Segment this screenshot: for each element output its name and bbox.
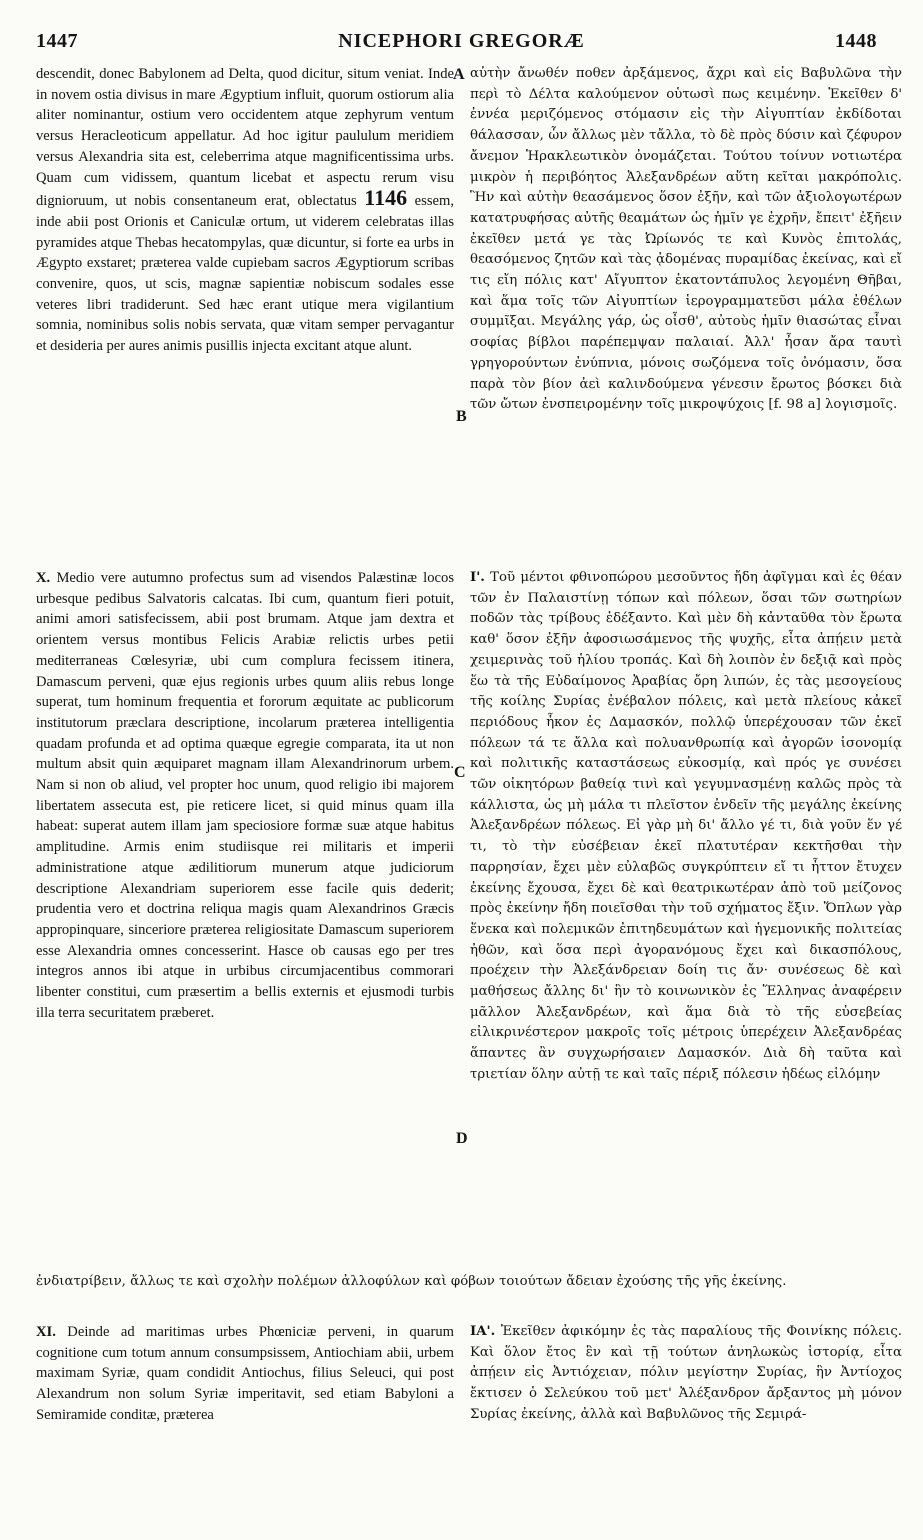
latin-section-10 bbox=[36, 568, 454, 1023]
greek-section-10 bbox=[470, 568, 902, 1086]
greek-section-10-number: Ι'. bbox=[470, 570, 485, 585]
latin-text-1b: essem, inde abii post Orionis et Caniculæ ortum, ut viderem celebratas illas pyramides atque Thebas hecatompylas, quæ dicuntur, si forte ea urbs in Ægypto exstaret; præterea valde cupiebam sacros Ægyptiorum scribas convenire, quos, ut scis, magnæ sapientiæ nobiscum sodales esse veteres libri tradiderunt. Sed hæc erant utique mera vigilantium somnia, nominibus solis nobis servata, quæ vitam semper pervagantur et desideria per aures animis pusillis injecta excitant atque alunt. bbox=[36, 193, 454, 355]
latin-section-11-number: XI. bbox=[36, 1324, 56, 1340]
greek-text-1: αὐτὴν ἄνωθέν ποθεν ἀρξάμενος, ἄχρι καὶ εἰς Βαβυλῶνα τὴν περὶ τὸ Δέλτα καλούμενον οὑτωσὶ πως κειμένην. Ἐκεῖθεν δ' ἐννέα μεριζόμενος στόμασιν εἰς τὴν Αἰγυπτίαν ἐκδίδοται θάλασσαν, ὧν ἄλλως μὲν τἄλλα, τὸ δὲ πρὸς δύσιν καὶ ζέφυρον ἄνεμον Ἡρακλεωτικὸν ὀνομάζεται. Τούτου τοίνυν νοτιωτέρα μικρὸν ἡ περιβόητος Ἀλεξανδρέων αὕτη κεῖται μακρόπολις. Ἣν καὶ αὐτὴν θεασάμενος ὅσον ἐξῆν, καὶ τῶν ἀξιολογωτέρων κατατρυφήσας αὐτῆς θεαμάτων ὡς ἡμῖν γε ἐχρῆν, ἔπειτ' ἐξῆειν ἐκεῖθεν μετά γε τὰς Ὠρίωνός τε καὶ Κυνὸς ἐπιτολάς, θεασόμενος ζητῶν καὶ τὰς ᾀδομένας πυραμίδας ἐκείνας, καὶ εἴ τις εἴη πόλις κατ' Αἴγυπτον ἑκατοντάπυλος λεγομένη Θῆβαι, καὶ ἅμα τοῖς τῶν Αἰγυπτίων ἱερογραμματεῦσι μάλα ἐθέλων συμμῖξαι. Μεγάλης γάρ, ὡς οἶσθ', αὐτοὺς ἡμῖν θιασώτας εἶναι σοφίας βίβλοι παρέπεμψαν παλαιαί. Ἀλλ' ἦσαν ἄρα ταυτὶ γρηγορούντων ἐνύπνια, μόνοις σωζόμενα τοῖς ὀνόμασιν, ὅσα παρὰ τὸν βίον ἀεὶ καλινδούμενα γένεσιν ἔρωτος βόσκει διὰ τῶν ὤτων ἐνσπειρομένην τοῖς μικροψύχοις [f. 98 a] λογισμοῖς. bbox=[470, 66, 902, 413]
column-letter-c: C bbox=[454, 764, 466, 781]
left-page-number: 1447 bbox=[36, 30, 78, 52]
column-letter-b: B bbox=[456, 408, 467, 425]
latin-text-1a: descendit, donec Babylonem ad Delta, quod dicitur, situm veniat. Inde in novem ostia divisus in mare Ægyptium influit, quorum ostiorum alia aliter nominantur, ostium vero occidentem atque zephyrum ventum versus Heracleoticum appellatur. Ad hoc igitur paululum meridiem versus Alexandria sita est, celeberrima atque magnificentissima urbs. Quam cum vidissem, quantum licebat et aspectu rerum visu dignioruum, ut nobis consentaneum erat, oblectatus bbox=[36, 66, 454, 210]
column-letter-a: A bbox=[453, 66, 465, 83]
inline-column-number: 1146 bbox=[364, 185, 408, 211]
latin-section-11 bbox=[36, 1322, 454, 1426]
latin-block-1 bbox=[36, 64, 454, 357]
greek-section-11 bbox=[470, 1322, 902, 1426]
greek-section-11-text: Ἐκεῖθεν ἀφικόμην ἐς τὰς παραλίους τῆς Φοινίκης πόλεις. Καὶ ὅλον ἔτος ἓν καὶ τῇ τούτων ἀνηλωκὼς ἱστορίᾳ, εἶτα ἀπῄειν εἰς Ἀντιόχειαν, πόλιν μεγίστην Συρίας, ἣν Ἀντίοχος ἔκτισεν ὁ Σελεύκου τοῦ μετ' Ἀλέξανδρον ἄρξαντος μὴ μόνον Συρίας ἐκείνης, ἀλλὰ καὶ Βαβυλῶνος τῆς Σεμιρά- bbox=[470, 1324, 902, 1422]
greek-section-10-text: Τοῦ μέντοι φθινοπώρου μεσοῦντος ἤδη ἀφῖγμαι καὶ ἐς θέαν τῶν ἐν Παλαιστίνῃ τόπων καὶ πόλεων, ὅσαι τῶν σωτηρίων ποδῶν τὰς τρίβους ἐδέξαντο. Καὶ μὲν δὴ κἀνταῦθα τὸν ἔρωτα καθ' ὅσον ἐξῆν ἀφοσιωσάμενος τῆς ψυχῆς, εἶτα ἀπῄειν μετὰ χειμερινὰς τοῦ ἡλίου τροπάς. Καὶ δὴ λοιπὸν ἐν δεξιᾷ καὶ πρὸς ἕω τὰ τῆς Εὐδαίμονος Ἀραβίας ὄρη λιπών, ἐς τὰς μεσογείους τῆς κοίλης Συρίας ἐνέβαλον πόλεις, καὶ μετὰ πλείους κἀκεῖ περιόδους ἧκον ἐς Δαμασκόν, πολλῷ ὑπερέχουσαν τῶν ἐκεῖ πόλεων τά τε ἄλλα καὶ πολυανθρωπίᾳ καὶ ἀγορῶν ἰσονομίᾳ καὶ πολιτικῆς καταστάσεως εὐκοσμίᾳ, καὶ πρός γε συνέσει τῶν οἰκητόρων βαθείᾳ τινὶ καὶ γεγυμνασμένῃ καλῶς πρὸς τὰ κάλλιστα, ὡς μὴ μάλα τι πλεῖστον ἐνδεῖν τῆς μεγάλης ἐκείνης Ἀλεξανδρέων πόλεως. Εἰ γὰρ μὴ δι' ἄλλο γέ τι, διὰ γοῦν ἕν γέ τι, τὸ τὴν εὐσέβειαν ἐκεῖ πλατυτέραν κεκτῆσθαι τὴν παρρησίαν, ἔχει μὲν εὐλαβῶς συγκρύπτειν εἴ τι ἧττον ἔτυχεν ἐκείνης ἔχουσα, ἔχει δὲ καὶ θεατρικωτέραν ἀπὸ τοῦ μείζονος πρὸς ἐκείνην ἤδη ποιεῖσθαι τὴν τοῦ σχήματος ἔξιν. Ὅπλων γὰρ ἕνεκα καὶ πολεμικῶν ἐπιτηδευμάτων καὶ ἡγεμονικῆς πολιτείας ἠθῶν, καὶ ὅσα περὶ ἀγορανόμους ἔχει καὶ δικασπόλους, προέχειν τὴν Ἀλεξάνδρειαν δοίη τις ἄν· συνέσεως δὲ καὶ μαθήσεως ἄλλης δι' ἣν τὸ κοινωνικὸν ἐς Ἕλληνας ἀναφέρειν μᾶλλον Ἀλεξανδρέων, καὶ ἅμα διὰ τὸ τῆς εὐσεβείας εἰλικρινέστερον μακροῖς τοῖς μέτροις ὑπερέχειν Ἀλεξανδρέας ἅπαντες ἂν συγχωρήσαιεν Δαμασκόν. Διὰ δὴ ταῦτα καὶ τριετίαν ὅλην αὐτῇ τε καὶ ταῖς πέριξ πόλεσιν ἡδέως εἱλόμην bbox=[470, 570, 902, 1082]
running-title: NICEPHORI GREGORÆ bbox=[338, 30, 585, 52]
latin-section-10-number: X. bbox=[36, 570, 51, 586]
right-page-number: 1448 bbox=[835, 30, 877, 52]
spanning-greek-line: ἐνδιατρίβειν, ἄλλως τε καὶ σχολὴν πολέμων ἀλλοφύλων καὶ φόβων τοιούτων ἄδειαν ἐχούσης τῆς γῆς ἐκείνης. bbox=[36, 1274, 787, 1289]
greek-section-11-number: ΙΑ'. bbox=[470, 1324, 496, 1339]
latin-section-10-text: Medio vere autumno profectus sum ad visendos Palæstinæ locos urbesque pedibus Salvatoris calcatas. Ibi cum, quantum fieri potuit, animi amori satisfecissem, abii post brumam. Atque jam dextra et orientem versus montibus Felicis Arabiæ relictis urbes petii mediterraneas Cœlesyriæ, ubi cum complura fecissem itinera, Damascum perveni, quæ ejus regionis urbes quum aliis rebus longe superat, tum hominum frequentia et fororum æquitate ac publicorum institutorum præclara descriptione, incolarum præterea intelligentia quadam profunda et ad optima quæque egregie comparata, ita ut non multum absit quin æquiparet magnam illam Alexandrinorum urbem. Nam si non ob aliud, vel propter hoc unum, quod religio ibi majorem libertatem assecuta est, pie reticere licet, si quid minus quam illa habeat: superat autem illam jam speciosiore formæ suæ atque habitus amplitudine. Armis enim studiisque rei militaris et imperii administratione atque ædilitiorum munerum atque judiciorum descriptione Alexandriam superiorem esse facile quis dederit; prudentia vero et doctrina reliqua magis quam Alexandrinos Græcis appropinquare, sinceriore præterea religiositate Damascum superiorem esse Alexandria omnes concesserint. Hasce ob causas ego per tres integros annos ibi atque in urbibus circumjacentibus commorari libenter constitui, cum præsertim a bellis externis et ejusmodi turbis illa terra securitatem præberet. bbox=[36, 570, 454, 1021]
column-letter-d: D bbox=[456, 1130, 468, 1147]
latin-section-11-text: Deinde ad maritimas urbes Phœniciæ perveni, in quarum cognitione cum totum annum consumpsissem, Antiochiam abii, urbem maximam Syriæ, quam condidit Antiochus, filius Seleuci, qui post Alexandrum non solum Syriæ imperitavit, sed etiam Babyloni a Semiramide conditæ, præterea bbox=[36, 1324, 454, 1423]
greek-block-1 bbox=[470, 64, 902, 416]
